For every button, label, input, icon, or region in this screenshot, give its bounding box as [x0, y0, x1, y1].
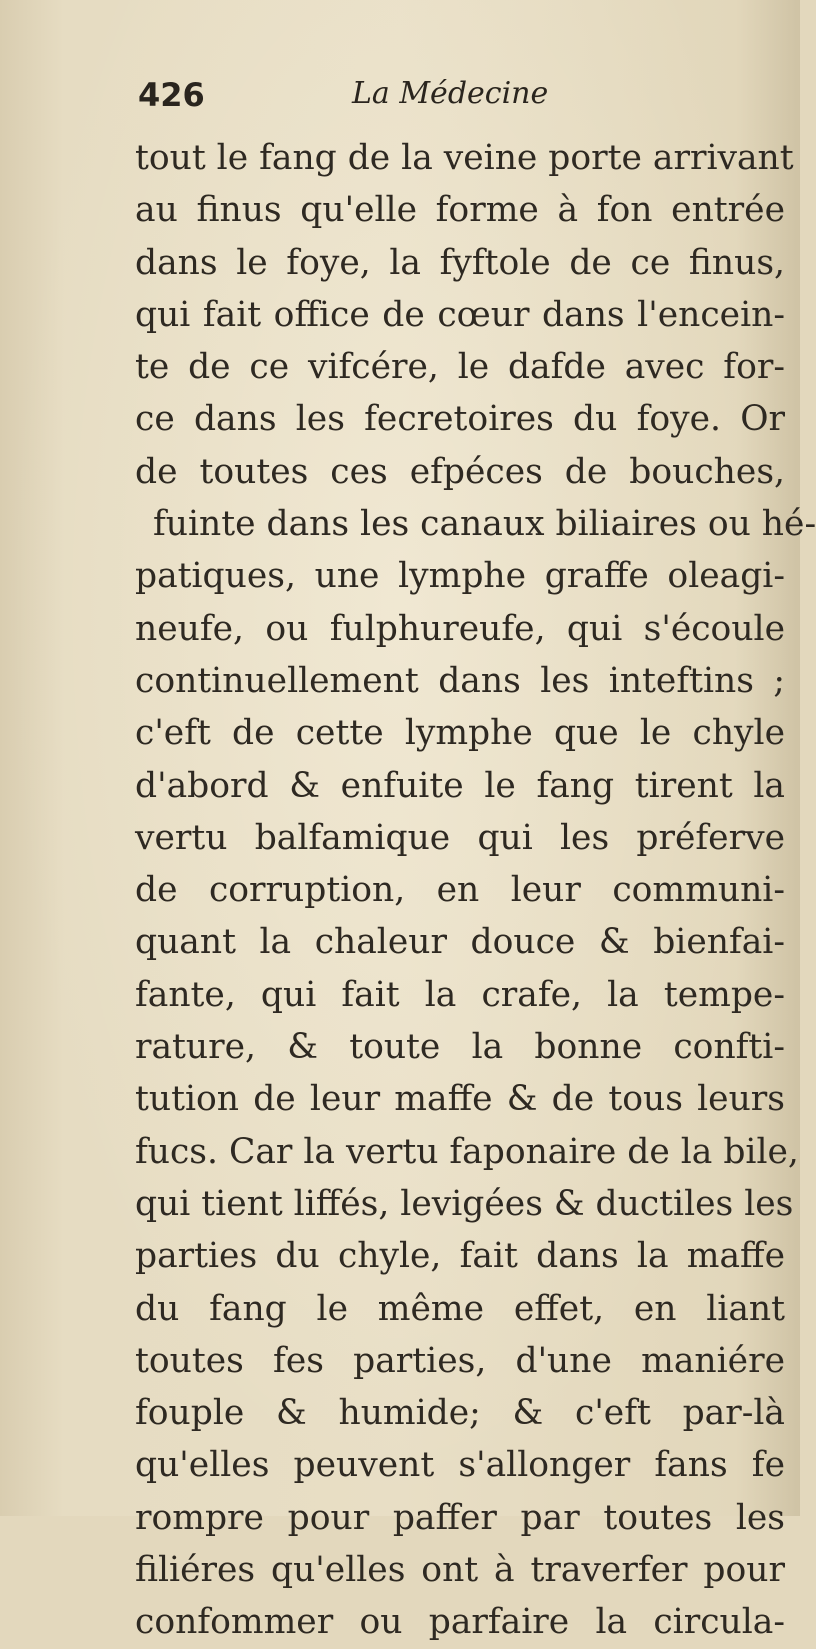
text-line: toutes fes parties, d'une maniére	[135, 1340, 785, 1381]
text-line: ce dans les fecretoires du foye. Or	[135, 399, 785, 440]
text-line: te de ce vifcére, le dafde avec for-	[135, 347, 785, 388]
text-line: fucs. Car la vertu faponaire de la bile,	[135, 1131, 799, 1172]
text-line: rature, & toute la bonne confti-	[135, 1027, 785, 1068]
text-line: neufe, ou fulphureufe, qui s'écoule	[135, 608, 785, 649]
text-line: fante, qui fait la crafe, la tempe-	[135, 974, 785, 1015]
page-number: 426	[138, 76, 205, 114]
text-line: tution de leur maffe & de tous leurs	[135, 1079, 785, 1120]
text-line: qui fait office de cœur dans l'encein-	[135, 294, 785, 335]
text-line: qu'elles peuvent s'allonger fans fe	[135, 1445, 785, 1486]
text-line: vertu balfamique qui les préferve	[135, 817, 785, 858]
text-line: qui tient liffés, levigées & ductiles les	[135, 1183, 794, 1224]
page-header	[0, 76, 800, 120]
text-line: c'eft de cette lymphe que le chyle	[135, 713, 785, 754]
text-line: patiques, une lymphe graffe oleagi-	[135, 556, 785, 597]
text-line: de toutes ces efpéces de bouches,	[135, 451, 785, 492]
text-line: quant la chaleur douce & bienfai-	[135, 922, 785, 963]
text-line: parties du chyle, fait dans la maffe	[135, 1236, 785, 1277]
text-line: continuellement dans les inteftins ;	[135, 660, 785, 701]
text-line: fouple & humide; & c'eft par-là	[135, 1393, 785, 1434]
text-line: filiéres qu'elles ont à traverfer pour	[135, 1550, 785, 1591]
text-line: du fang le même effet, en liant	[135, 1288, 785, 1329]
text-line: tout le fang de la veine porte arrivant	[135, 138, 794, 178]
text-line: d'abord & enfuite le fang tirent la	[135, 765, 785, 806]
text-line: au finus qu'elle forme à fon entrée	[135, 190, 785, 231]
text-line: de corruption, en leur communi-	[135, 870, 785, 911]
running-head: La Médecine	[352, 76, 549, 111]
text-line: rompre pour paffer par toutes les	[135, 1497, 785, 1538]
text-line: dans le foye, la fyftole de ce finus,	[135, 242, 785, 283]
text-line: fuinte dans les canaux biliaires ou hé-	[153, 504, 816, 545]
body-text	[135, 132, 816, 1649]
text-line: confommer ou parfaire la circula-	[135, 1602, 785, 1643]
